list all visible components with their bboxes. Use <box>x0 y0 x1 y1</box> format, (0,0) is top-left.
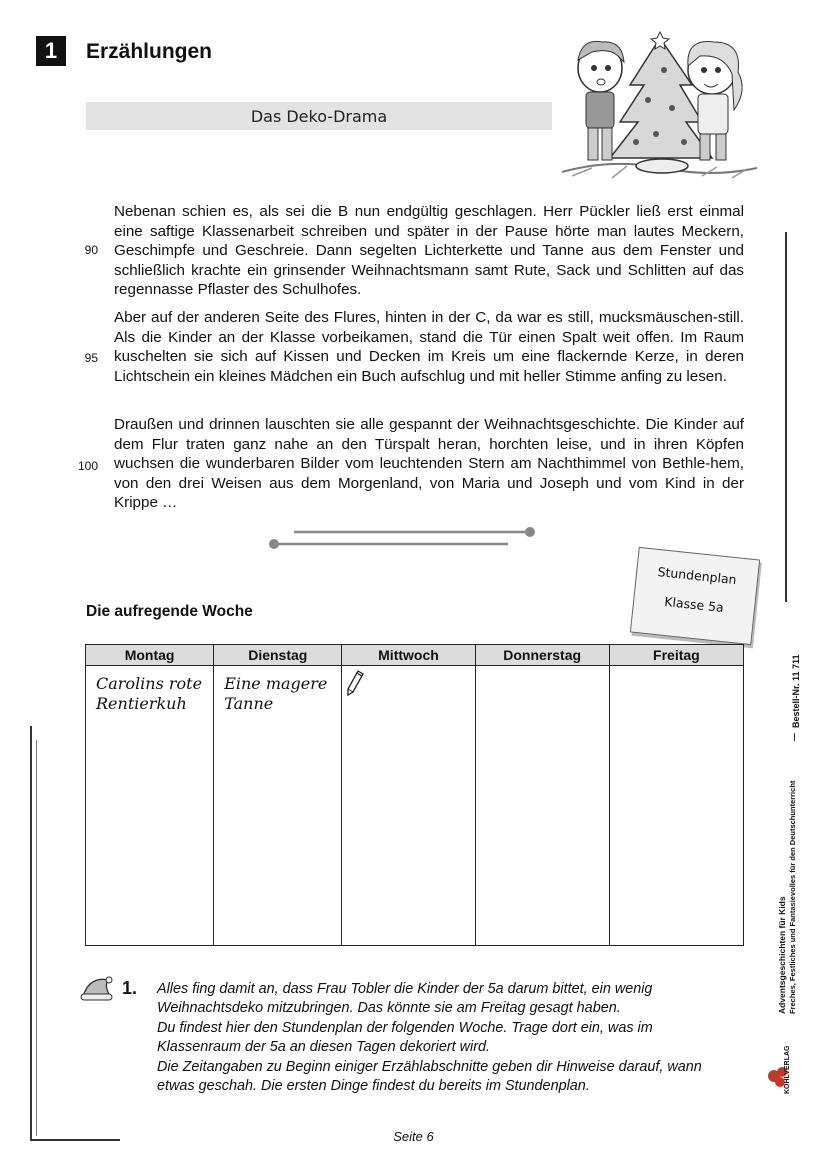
task-line: Die Zeitangaben zu Beginn einiger Erzählabschnitte geben dir Hinweise darauf, wann etwas geschah. Die ersten Dinge findest du bereits im Stundenplan. <box>157 1058 702 1095</box>
line-number: 100 <box>77 459 98 473</box>
line-number: 90 <box>84 243 98 257</box>
story-title: Das Deko-Drama <box>250 107 388 126</box>
story-title-bar <box>86 102 552 130</box>
chapter-title: Erzählungen <box>86 40 213 63</box>
decorative-vertical-line-left-inner <box>36 740 37 1136</box>
timetable-header-dienstag: Dienstag <box>214 645 342 666</box>
task-instructions <box>157 980 732 1096</box>
timetable-header-freitag: Freitag <box>609 645 743 666</box>
note-class: Klasse 5a <box>663 593 725 616</box>
page-number: Seite 6 <box>393 1129 434 1144</box>
line-number: 95 <box>84 351 98 365</box>
publisher-name-vertical: KOHLVERLAG <box>784 1045 791 1094</box>
timetable-header-donnerstag: Donnerstag <box>475 645 609 666</box>
note-title: Stundenplan <box>656 564 738 588</box>
story-paragraph: Nebenan schien es, als sei die B nun endgültig geschlagen. Herr Pückler ließ erst einmal eine saftige Klassenarbeit schreiben und später in der Pause hörte man lautes Meckern, Geschimpfe und Geschreie. Dann segelten Lichterkette und Tanne aus dem Fenster und schließlich krachte ein grinsender Weihnachtsmann samt Rute, Sack und Schlitten auf das regennasse Pflaster des Schulhofes. <box>114 203 744 298</box>
timetable-header-row <box>86 645 744 666</box>
book-subtitle-vertical: Freches, Festliches und Fantasievolles für den Deutschunterricht <box>788 780 797 1014</box>
timetable-cell-dienstag[interactable]: Eine magere Tanne <box>214 666 342 946</box>
timetable-cell-freitag[interactable] <box>609 666 743 946</box>
section-divider-ornament <box>264 524 540 550</box>
timetable-cell-donnerstag[interactable] <box>475 666 609 946</box>
santa-hat-icon <box>80 974 114 1002</box>
task-line: Alles fing damit an, dass Frau Tobler die Kinder der 5a darum bittet, ein wenig Weihnachtsdeko mitzubringen. Das könnte sie am Freitag gesagt haben. <box>157 981 653 1017</box>
separator-dash <box>794 733 795 741</box>
timetable-row <box>86 666 744 946</box>
order-number-vertical: Bestell-Nr. 11 711 <box>791 654 801 728</box>
task-number: 1. <box>122 978 138 998</box>
timetable-header-mittwoch: Mittwoch <box>342 645 475 666</box>
book-title-vertical: Adventsgeschichten für Kids <box>777 896 787 1014</box>
kids-christmas-tree-illustration <box>552 30 762 182</box>
pencil-icon <box>346 670 364 696</box>
decorative-vertical-line-right <box>785 232 787 602</box>
story-paragraph: Draußen und drinnen lauschten sie alle gespannt der Weihnachtsgeschichte. Die Kinder auf dem Flur traten ganz nahe an den Türspalt heran, horchten leise, und in ihren Köpfen wuchsen die wunderbaren Bilder vom leuchtenden Stern am Nachthimmel von Bethle-hem, von den drei Weisen aus dem Morgenland, von Maria und Joseph und vom Kind in der Krippe … <box>114 416 744 511</box>
section-title: Die aufregende Woche <box>86 603 253 620</box>
task-line: Du findest hier den Stundenplan der folgenden Woche. Trage dort ein, was im Klassenraum der 5a an diesen Tagen dekoriert wird. <box>157 1019 653 1056</box>
timetable-cell-mittwoch[interactable] <box>342 666 475 946</box>
decorative-vertical-line-left <box>30 726 32 1140</box>
timetable-cell-montag[interactable]: Carolins rote Rentierkuh <box>86 666 214 946</box>
timetable <box>85 644 744 946</box>
timetable-header-montag: Montag <box>86 645 214 666</box>
timetable-note-card <box>630 547 760 645</box>
chapter-number-badge: 1 <box>36 36 66 66</box>
story-paragraph: Aber auf der anderen Seite des Flures, hinten in der C, da war es still, mucksmäuschen-still. Als die Kinder an der Klasse vorbeikamen, stand die Tür einen Spalt weit offen. Im Raum kuschelten sie sich auf Kissen und Decken im Kreis um eine flackernde Kerze, in deren Lichtschein ein kleines Mädchen ein Buch aufschlug und mit heller Stimme anfing zu lesen. <box>114 309 744 385</box>
